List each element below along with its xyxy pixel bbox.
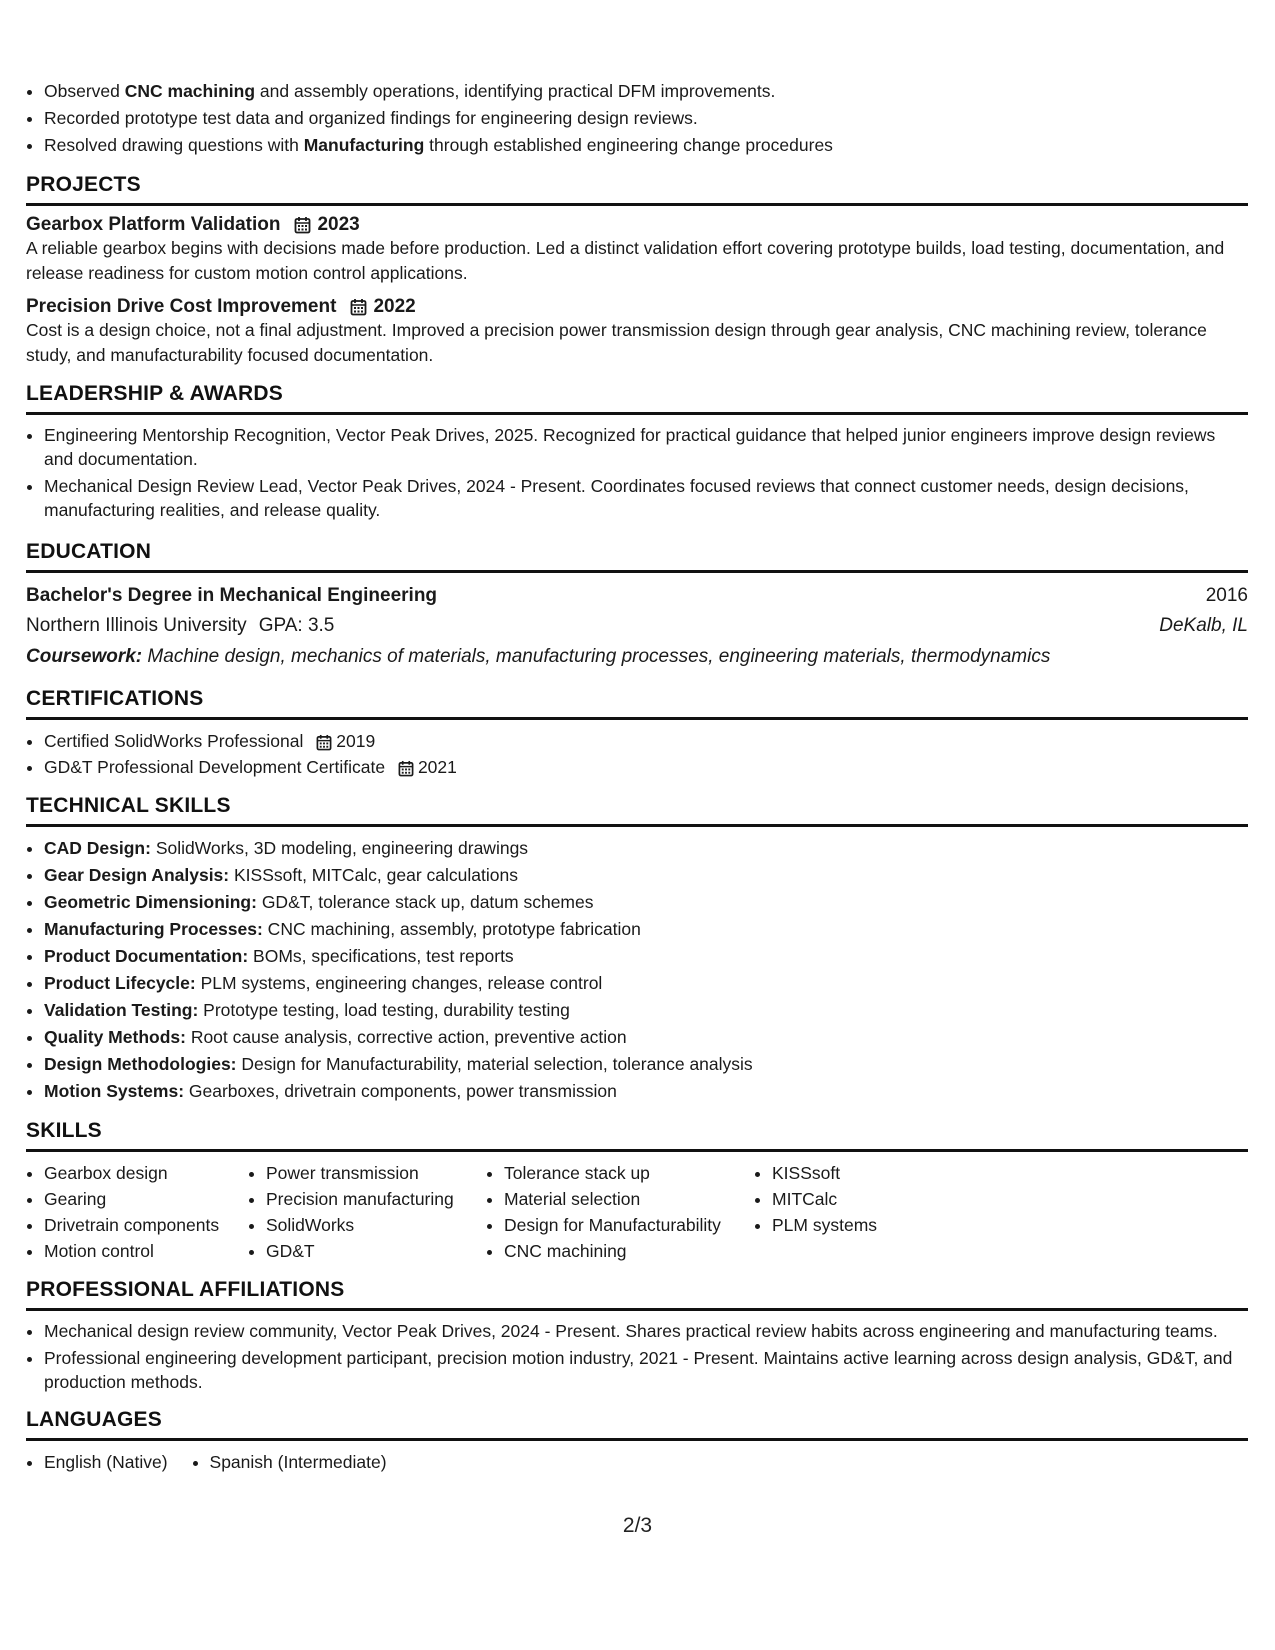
skills-column (26, 1160, 248, 1264)
list-item: • Spanish (Intermediate) (210, 1449, 387, 1476)
list-item: • Mechanical design review community, Vector Peak Drives, 2024 - Present. Shares practical review habits across engineering and manufacturing teams. (44, 1319, 1248, 1343)
list-item (44, 754, 1248, 780)
technical-skills-list (26, 835, 1248, 1105)
skills-grid (26, 1160, 1248, 1264)
list-item: • Validation Testing: Prototype testing, load testing, durability testing (44, 997, 1248, 1024)
section-title: TECHNICAL SKILLS (26, 794, 1248, 827)
degree-title: Bachelor's Degree in Mechanical Engineering (26, 585, 438, 606)
calendar-icon (398, 760, 414, 777)
affiliations-list (26, 1319, 1248, 1394)
section-title: PROFESSIONAL AFFILIATIONS (26, 1278, 1248, 1311)
list-item: • Resolved drawing questions with Manufacturing through established engineering change procedures (44, 132, 1248, 159)
list-item: • Observed CNC machining and assembly operations, identifying practical DFM improvements. (44, 78, 1248, 105)
list-item: • GD&T (266, 1238, 486, 1264)
list-item: • KISSsoft (772, 1160, 972, 1186)
list-item: • Gearing (44, 1186, 248, 1212)
project-year: 2022 (373, 296, 416, 317)
list-item: • Gearbox design (44, 1160, 248, 1186)
list-item: • Manufacturing Processes: CNC machining, assembly, prototype fabrication (44, 916, 1248, 943)
list-item: • Mechanical Design Review Lead, Vector Peak Drives, 2024 - Present. Coordinates focused reviews that connect customer needs, design decisions, manufacturing realities, and release quality. (44, 474, 1248, 522)
list-item: • SolidWorks (266, 1212, 486, 1238)
list-item: • Product Documentation: BOMs, specifications, test reports (44, 943, 1248, 970)
cert-year: 2021 (417, 757, 457, 777)
projects-section (26, 173, 1248, 368)
leadership-list (26, 423, 1248, 522)
technical-skills-section (26, 794, 1248, 1105)
gpa: GPA: 3.5 (258, 615, 335, 636)
list-item: • Precision manufacturing (266, 1186, 486, 1212)
resume-page (26, 0, 1248, 1476)
list-item: • English (Native) (44, 1449, 168, 1476)
page-number: 2/3 (622, 1514, 653, 1537)
project-year: 2023 (317, 214, 360, 235)
list-item: • Engineering Mentorship Recognition, Vector Peak Drives, 2025. Recognized for practical guidance that helped junior engineers improve design reviews and documentation. (44, 423, 1248, 471)
skills-column (248, 1160, 486, 1264)
list-item: • Material selection (504, 1186, 754, 1212)
section-title: EDUCATION (26, 540, 1248, 573)
project-name: Gearbox Platform Validation (26, 214, 281, 235)
list-item: • Drivetrain components (44, 1212, 248, 1238)
coursework: Coursework: Machine design, mechanics of materials, manufacturing processes, engineering materials, thermodynamics (26, 646, 1051, 667)
list-item: • MITCalc (772, 1186, 972, 1212)
education-section (26, 540, 1248, 673)
list-item (44, 728, 1248, 754)
list-item: • Geometric Dimensioning: GD&T, tolerance stack up, datum schemes (44, 889, 1248, 916)
calendar-icon (350, 298, 367, 316)
list-item: • Product Lifecycle: PLM systems, engineering changes, release control (44, 970, 1248, 997)
school-location: DeKalb, IL (1159, 615, 1248, 636)
calendar-icon (294, 216, 311, 234)
list-item: • CNC machining (504, 1238, 754, 1264)
project-name: Precision Drive Cost Improvement (26, 296, 337, 317)
section-title: LANGUAGES (26, 1408, 1248, 1441)
degree-year: 2016 (1205, 585, 1248, 606)
cert-name: GD&T Professional Development Certificate (44, 757, 386, 777)
calendar-icon (316, 734, 332, 751)
section-title: CERTIFICATIONS (26, 687, 1248, 720)
coursework-label: Coursework: (26, 646, 143, 667)
cert-year: 2019 (336, 731, 376, 751)
skills-column (754, 1160, 972, 1264)
section-title: LEADERSHIP & AWARDS (26, 382, 1248, 415)
skills-column (486, 1160, 754, 1264)
list-item: • Motion Systems: Gearboxes, drivetrain components, power transmission (44, 1078, 1248, 1105)
certifications-section (26, 687, 1248, 780)
languages-list (26, 1449, 1248, 1476)
project-title (26, 214, 1248, 236)
languages-section (26, 1408, 1248, 1476)
list-item: • Professional engineering development participant, precision motion industry, 2021 - Present. Maintains active learning across design analysis, GD&T, and production methods. (44, 1346, 1248, 1394)
list-item: • Tolerance stack up (504, 1160, 754, 1186)
section-title: PROJECTS (26, 173, 1248, 206)
project-title (26, 296, 1248, 318)
skills-section (26, 1119, 1248, 1264)
list-item: • Power transmission (266, 1160, 486, 1186)
list-item: • Design for Manufacturability (504, 1212, 754, 1238)
project-description: A reliable gearbox begins with decisions made before production. Led a distinct validation effort covering prototype builds, load testing, documentation, and release readiness for custom motion control applications. (26, 238, 1225, 283)
list-item: • Quality Methods: Root cause analysis, corrective action, preventive action (44, 1024, 1248, 1051)
cert-name: Certified SolidWorks Professional (44, 731, 304, 751)
affiliations-section (26, 1278, 1248, 1394)
school-name: Northern Illinois University (26, 615, 247, 636)
project-description: Cost is a design choice, not a final adjustment. Improved a precision power transmission design through gear analysis, CNC machining review, tolerance study, and manufacturability focused documentation. (26, 320, 1207, 365)
list-item: • Gear Design Analysis: KISSsoft, MITCalc, gear calculations (44, 862, 1248, 889)
experience-bullets (26, 78, 1248, 159)
list-item: • Recorded prototype test data and organized findings for engineering design reviews. (44, 105, 1248, 132)
certifications-list (26, 728, 1248, 780)
list-item: • Motion control (44, 1238, 248, 1264)
list-item: • PLM systems (772, 1212, 972, 1238)
leadership-section (26, 382, 1248, 522)
list-item: • CAD Design: SolidWorks, 3D modeling, engineering drawings (44, 835, 1248, 862)
section-title: SKILLS (26, 1119, 1248, 1152)
list-item: • Design Methodologies: Design for Manufacturability, material selection, tolerance analysis (44, 1051, 1248, 1078)
